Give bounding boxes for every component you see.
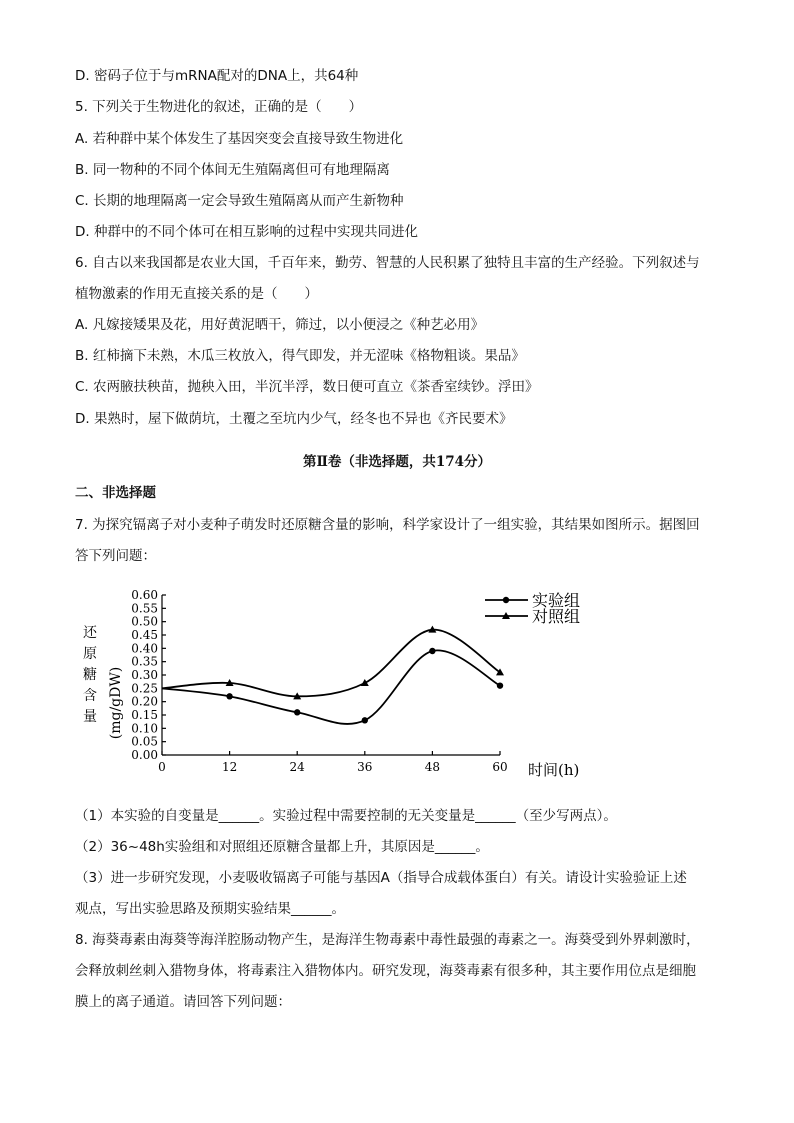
y-tick-label: 0.35 (131, 654, 158, 669)
option-d-q4: D. 密码子位于与mRNA配对的DNA上，共64种 (75, 68, 359, 84)
reducing-sugar-line-chart (70, 585, 630, 785)
chart-axes (162, 595, 500, 755)
y-tick-label: 0.00 (131, 748, 158, 762)
x-tick-label: 60 (492, 760, 508, 774)
x-tick-label: 12 (221, 760, 238, 774)
y-axis-label-char: 还 (83, 625, 97, 641)
data-point-circle (497, 682, 503, 688)
x-tick-label: 36 (357, 760, 373, 774)
x-axis-label: 时间(h) (528, 761, 580, 779)
series-line-experimental (162, 650, 500, 724)
q7-sub-3-line2: 观点，写出实验思路及预期实验结果______。 (75, 901, 345, 917)
q7-sub-2: （2）36~48h实验组和对照组还原糖含量都上升，其原因是______。 (75, 839, 489, 855)
y-tick-label: 0.05 (131, 734, 158, 749)
y-tick-label: 0.25 (131, 681, 158, 696)
y-axis-label-char: 原 (83, 646, 97, 662)
series-markers (226, 626, 504, 724)
question-8-stem-line1: 8. 海葵毒素由海葵等海洋腔肠动物产生，是海洋生物毒素中毒性最强的毒素之一。海葵受到外界刺激时， (75, 932, 700, 948)
y-axis-label-char: 含 (83, 688, 97, 704)
question-7-stem-line1: 7. 为探究镉离子对小麦种子萌发时还原糖含量的影响，科学家设计了一组实验，其结果如图所示。据图回 (75, 517, 700, 533)
y-axis-label-char: 糖 (83, 667, 97, 683)
q7-sub-3-line1: （3）进一步研究发现，小麦吸收镉离子可能与基因A（指导合成载体蛋白）有关。请设计实验验证上述 (75, 870, 687, 886)
q6-option-d: D. 果熟时，屋下做荫坑，土覆之至坑内少气，经冬也不异也《齐民要术》 (75, 411, 513, 427)
q5-option-a: A. 若种群中某个体发生了基因突变会直接导致生物进化 (75, 131, 404, 147)
y-tick-label: 0.10 (131, 721, 158, 736)
y-axis-label-char: 量 (83, 709, 97, 725)
y-tick-label: 0.40 (131, 641, 158, 656)
x-tick-labels (158, 760, 507, 774)
question-8-stem-line3: 膜上的离子通道。请回答下列问题： (75, 994, 291, 1010)
q7-sub-1: （1）本实验的自变量是______。实验过程中需要控制的无关变量是______（至少写两点）。 (75, 808, 617, 824)
data-point-circle (226, 693, 232, 699)
data-point-circle (362, 717, 368, 723)
section-title: 第Ⅱ卷（非选择题，共174分） (302, 454, 492, 470)
y-tick-label: 0.45 (131, 628, 158, 642)
legend-label: 对照组 (532, 607, 581, 626)
data-point-circle (429, 648, 435, 654)
y-tick-label: 0.30 (131, 668, 158, 682)
question-6-stem-line2: 植物激素的作用无直接关系的是（ ） (75, 286, 318, 302)
q6-option-c: C. 农两腋扶秧苗，抛秧入田，半沉半浮，数日便可直立《茶香室续钞。浮田》 (75, 379, 539, 395)
question-7-stem-line2: 答下列问题： (75, 548, 156, 564)
legend-label: 实验组 (532, 591, 581, 610)
series-lines (162, 630, 500, 724)
y-tick-label: 0.50 (131, 614, 158, 629)
y-tick-label: 0.60 (131, 588, 158, 602)
data-point-triangle (361, 679, 369, 686)
legend-marker-circle (503, 597, 509, 603)
q6-option-a: A. 凡嫁接矮果及花，用好黄泥晒干，筛过，以小便浸之《种艺必用》 (75, 317, 485, 333)
series-line-control (162, 630, 500, 697)
q6-option-b: B. 红柿摘下未熟，木瓜三枚放入，得气即发，并无涩味《格物粗谈。果品》 (75, 348, 525, 364)
x-tick-label: 48 (424, 760, 441, 774)
chart-legend (485, 591, 580, 626)
y-tick-label: 0.20 (131, 694, 158, 709)
y-axis-label (83, 625, 124, 739)
y-tick-label: 0.55 (131, 601, 158, 616)
y-axis-unit: (mg/gDW) (108, 666, 124, 740)
question-5-stem: 5. 下列关于生物进化的叙述，正确的是（ ） (75, 99, 363, 115)
x-tick-label: 0 (158, 760, 166, 774)
q5-option-c: C. 长期的地理隔离一定会导致生殖隔离从而产生新物种 (75, 193, 404, 209)
section-subtitle: 二、非选择题 (75, 485, 156, 501)
y-tick-labels (131, 588, 158, 762)
x-tick-label: 24 (289, 760, 305, 774)
y-tick-label: 0.15 (131, 708, 158, 722)
data-point-circle (294, 709, 300, 715)
q5-option-b: B. 同一物种的不同个体间无生殖隔离但可有地理隔离 (75, 162, 390, 178)
question-6-stem-line1: 6. 自古以来我国都是农业大国，千百年来，勤劳、智慧的人民积累了独特且丰富的生产经验。下列叙述与 (75, 255, 700, 271)
q5-option-d: D. 种群中的不同个体可在相互影响的过程中实现共同进化 (75, 224, 418, 240)
question-8-stem-line2: 会释放刺丝刺入猎物身体，将毒素注入猎物体内。研究发现，海葵毒素有很多种，其主要作用位点是细胞 (75, 963, 696, 979)
